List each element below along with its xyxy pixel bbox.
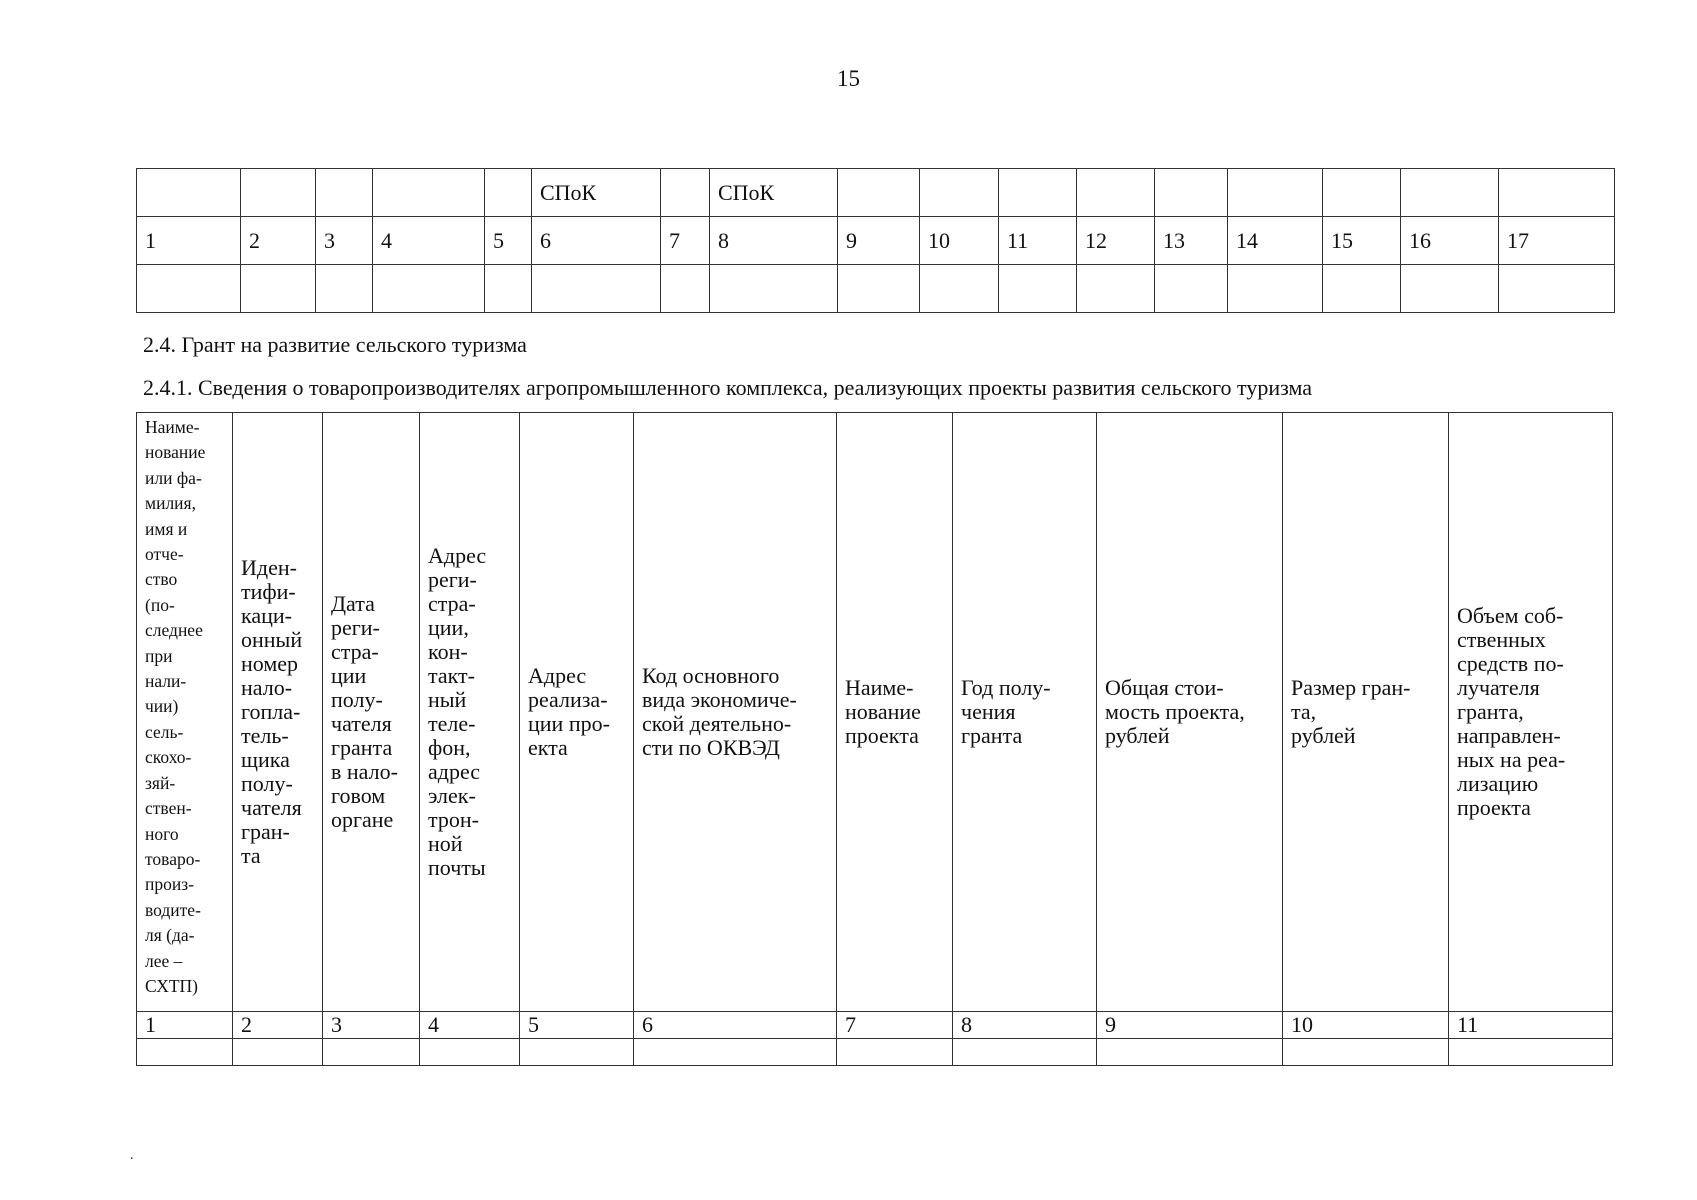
top-number-cell: 13	[1155, 217, 1228, 265]
header-cell: Общая стои- мость проекта, рублей	[1097, 413, 1283, 1012]
empty-cell	[1155, 265, 1228, 313]
empty-cell	[1449, 1039, 1613, 1066]
header-cell: Адрес реализа- ции про- екта	[520, 413, 634, 1012]
empty-cell	[316, 265, 373, 313]
empty-cell	[710, 265, 838, 313]
top-number-cell: 15	[1323, 217, 1401, 265]
column-number-cell: 3	[323, 1012, 420, 1039]
top-label-cell	[1155, 169, 1228, 217]
column-number-cell: 2	[233, 1012, 323, 1039]
header-cell: Адрес реги- стра- ции, кон- такт- ный теле- фон, адрес элек- трон- ной почты	[420, 413, 520, 1012]
empty-cell	[1283, 1039, 1449, 1066]
column-number-cell: 10	[1283, 1012, 1449, 1039]
top-number-cell: 4	[373, 217, 485, 265]
column-number-row	[137, 1012, 1613, 1039]
top-number-cell: 12	[1077, 217, 1155, 265]
empty-cell	[137, 1039, 233, 1066]
top-number-row	[137, 217, 1615, 265]
top-number-cell: 8	[710, 217, 838, 265]
header-cell: Дата реги- стра- ции полу- чателя гранта в нало- говом органе	[323, 413, 420, 1012]
continuation-table	[136, 168, 1615, 313]
top-label-cell	[137, 169, 241, 217]
top-number-cell: 9	[838, 217, 920, 265]
column-number-cell: 5	[520, 1012, 634, 1039]
top-label-cell	[999, 169, 1077, 217]
top-number-cell: 16	[1401, 217, 1499, 265]
empty-cell	[838, 265, 920, 313]
empty-cell	[1228, 265, 1323, 313]
top-label-cell	[661, 169, 710, 217]
top-label-cell	[485, 169, 532, 217]
top-label-cell	[838, 169, 920, 217]
empty-cell	[137, 265, 241, 313]
top-number-cell: 5	[485, 217, 532, 265]
empty-cell	[532, 265, 661, 313]
empty-cell	[520, 1039, 634, 1066]
header-cell: Наиме- нование или фа- милия, имя и отче- ство (по- следнее при нали- чии) сель- скохо- зяй- ствен- ного товаро- произ- водите- ля (да- лее – СХТП)	[137, 413, 233, 1012]
empty-cell	[661, 265, 710, 313]
top-label-cell	[920, 169, 999, 217]
stray-mark: .	[130, 1148, 134, 1163]
top-number-cell: 3	[316, 217, 373, 265]
column-number-cell: 6	[634, 1012, 837, 1039]
page-number: 15	[837, 66, 860, 91]
header-cell: Наиме- нование проекта	[837, 413, 953, 1012]
top-number-cell: 7	[661, 217, 710, 265]
empty-cell	[1077, 265, 1155, 313]
empty-cell	[837, 1039, 953, 1066]
rural-tourism-grant-table	[136, 412, 1613, 1066]
empty-cell	[1323, 265, 1401, 313]
top-label-cell	[1228, 169, 1323, 217]
top-number-cell: 1	[137, 217, 241, 265]
top-number-cell: 14	[1228, 217, 1323, 265]
top-label-cell: СПоК	[710, 169, 838, 217]
header-cell: Размер гран- та, рублей	[1283, 413, 1449, 1012]
header-cell: Иден- тифи- каци- онный номер нало- гопла- тель- щика полу- чателя гран- та	[233, 413, 323, 1012]
empty-cell	[485, 265, 532, 313]
empty-cell	[323, 1039, 420, 1066]
top-number-cell: 11	[999, 217, 1077, 265]
section-subheading: 2.4.1. Сведения о товаропроизводителях агропромышленного комплекса, реализующих проекты развития сельского туризма	[143, 375, 1313, 400]
header-cell: Код основного вида экономиче- ской деятельно- сти по ОКВЭД	[634, 413, 837, 1012]
empty-cell	[373, 265, 485, 313]
header-row	[137, 413, 1613, 1012]
empty-cell	[1499, 265, 1615, 313]
empty-cell	[1401, 265, 1499, 313]
column-number-cell: 7	[837, 1012, 953, 1039]
top-label-cell	[1499, 169, 1615, 217]
column-number-cell: 4	[420, 1012, 520, 1039]
empty-cell	[1097, 1039, 1283, 1066]
empty-cell	[233, 1039, 323, 1066]
top-label-cell	[1401, 169, 1499, 217]
top-empty-row	[137, 265, 1615, 313]
top-number-cell: 10	[920, 217, 999, 265]
top-label-row	[137, 169, 1615, 217]
top-number-cell: 17	[1499, 217, 1615, 265]
top-number-cell: 2	[241, 217, 316, 265]
header-cell: Год полу- чения гранта	[953, 413, 1097, 1012]
column-number-cell: 1	[137, 1012, 233, 1039]
section-heading: 2.4. Грант на развитие сельского туризма	[143, 332, 527, 357]
top-label-cell	[316, 169, 373, 217]
top-label-cell	[373, 169, 485, 217]
top-label-cell: СПоК	[532, 169, 661, 217]
empty-cell	[634, 1039, 837, 1066]
column-number-cell: 11	[1449, 1012, 1613, 1039]
empty-cell	[241, 265, 316, 313]
column-number-cell: 8	[953, 1012, 1097, 1039]
empty-data-row	[137, 1039, 1613, 1066]
empty-cell	[999, 265, 1077, 313]
empty-cell	[920, 265, 999, 313]
column-number-cell: 9	[1097, 1012, 1283, 1039]
header-cell: Объем соб- ственных средств по- лучателя гранта, направлен- ных на реа- лизацию проекта	[1449, 413, 1613, 1012]
empty-cell	[953, 1039, 1097, 1066]
top-label-cell	[1077, 169, 1155, 217]
top-label-cell	[241, 169, 316, 217]
empty-cell	[420, 1039, 520, 1066]
top-number-cell: 6	[532, 217, 661, 265]
top-label-cell	[1323, 169, 1401, 217]
